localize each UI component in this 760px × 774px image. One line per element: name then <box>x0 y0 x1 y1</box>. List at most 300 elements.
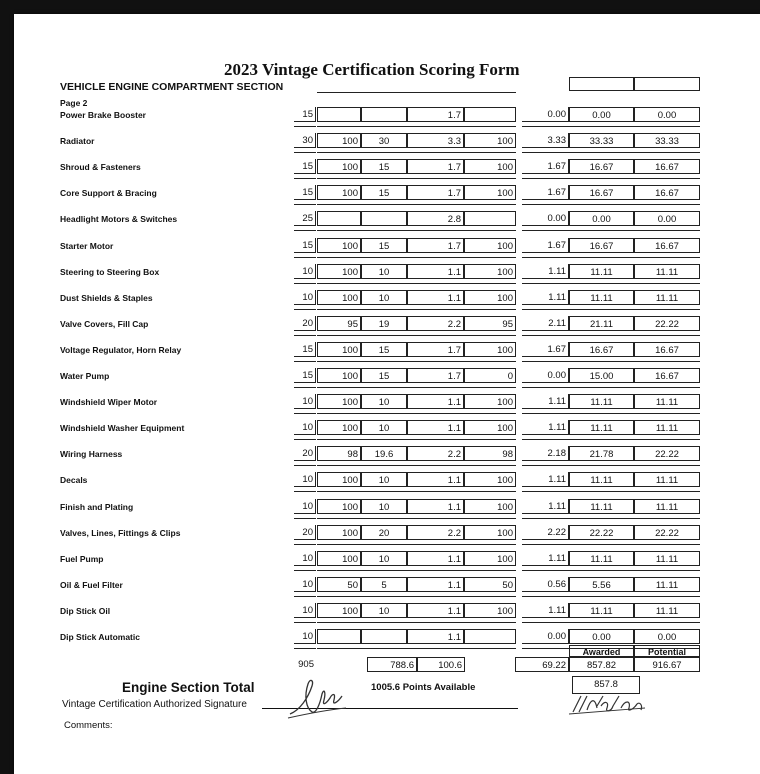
cell-potential: 11.11 <box>634 290 700 305</box>
total-score: 788.6 <box>367 657 417 672</box>
row-separator <box>294 152 316 153</box>
cell-score: 10 <box>361 420 407 435</box>
row-label: Wiring Harness <box>60 449 123 459</box>
cell-potential: 0.00 <box>634 107 700 122</box>
cell-awarded: 16.67 <box>569 159 634 174</box>
row-separator <box>464 178 516 179</box>
row-separator <box>317 126 361 127</box>
row-separator <box>361 465 407 466</box>
row-label: Water Pump <box>60 371 110 381</box>
cell-pct: 100 <box>317 133 361 148</box>
cell-weight: 1.1 <box>407 577 464 592</box>
row-separator <box>569 491 634 492</box>
cell-pct: 100 <box>317 420 361 435</box>
cell-value: 1.11 <box>522 420 569 435</box>
cell-weight: 1.1 <box>407 290 464 305</box>
cell-pct2: 95 <box>464 316 516 331</box>
cell-pct: 100 <box>317 394 361 409</box>
cell-potential: 22.22 <box>634 446 700 461</box>
cell-potential: 11.11 <box>634 551 700 566</box>
row-label: Starter Motor <box>60 241 114 251</box>
scoring-form-page <box>14 14 760 774</box>
row-separator <box>407 152 464 153</box>
cell-score: 10 <box>361 499 407 514</box>
cell-weight: 1.7 <box>407 107 464 122</box>
signature-label: Vintage Certification Authorized Signature <box>62 699 247 710</box>
cell-max: 10 <box>294 472 316 487</box>
row-separator <box>317 413 361 414</box>
cell-value: 1.11 <box>522 394 569 409</box>
row-label: Dust Shields & Staples <box>60 293 153 303</box>
cell-weight: 2.2 <box>407 525 464 540</box>
row-separator <box>407 126 464 127</box>
cell-weight: 2.8 <box>407 211 464 226</box>
row-separator <box>522 361 569 362</box>
row-separator <box>464 204 516 205</box>
row-separator <box>634 491 700 492</box>
total-max: 905 <box>298 659 314 670</box>
row-label: Fuel Pump <box>60 554 104 564</box>
row-separator <box>522 622 569 623</box>
row-separator <box>407 648 464 649</box>
row-separator <box>294 283 316 284</box>
row-separator <box>407 439 464 440</box>
row-separator <box>361 283 407 284</box>
row-separator <box>634 283 700 284</box>
row-label: Headlight Motors & Switches <box>60 214 178 224</box>
row-separator <box>569 126 634 127</box>
cell-max: 10 <box>294 264 316 279</box>
row-separator <box>361 570 407 571</box>
row-separator <box>522 413 569 414</box>
row-separator <box>634 465 700 466</box>
cell-value: 2.22 <box>522 525 569 540</box>
row-separator <box>294 596 316 597</box>
section-total-score-box: 857.8 <box>572 676 640 694</box>
row-separator <box>522 257 569 258</box>
cell-pct2: 0 <box>464 368 516 383</box>
cell-awarded: 16.67 <box>569 342 634 357</box>
cell-score: 10 <box>361 394 407 409</box>
cell-awarded: 21.78 <box>569 446 634 461</box>
row-separator <box>569 622 634 623</box>
row-separator <box>634 178 700 179</box>
cell-potential: 11.11 <box>634 499 700 514</box>
row-separator <box>464 465 516 466</box>
row-separator <box>407 544 464 545</box>
cell-awarded: 16.67 <box>569 238 634 253</box>
cell-awarded: 0.00 <box>569 211 634 226</box>
row-separator <box>464 387 516 388</box>
cell-pct2: 100 <box>464 472 516 487</box>
cell-score <box>361 211 407 226</box>
cell-pct2: 100 <box>464 159 516 174</box>
row-separator <box>634 518 700 519</box>
header-strip-line <box>317 92 361 93</box>
row-label: Valve Covers, Fill Cap <box>60 319 149 329</box>
row-separator <box>634 204 700 205</box>
cell-pct: 100 <box>317 525 361 540</box>
cell-pct: 100 <box>317 472 361 487</box>
cell-pct2: 100 <box>464 185 516 200</box>
cell-max: 10 <box>294 420 316 435</box>
cell-potential: 22.22 <box>634 316 700 331</box>
row-separator <box>569 335 634 336</box>
row-separator <box>361 204 407 205</box>
cell-value: 0.00 <box>522 629 569 644</box>
row-separator <box>464 439 516 440</box>
cell-awarded: 5.56 <box>569 577 634 592</box>
cell-score: 5 <box>361 577 407 592</box>
row-separator <box>569 204 634 205</box>
row-separator <box>569 439 634 440</box>
cell-score: 15 <box>361 238 407 253</box>
cell-pct: 100 <box>317 551 361 566</box>
cell-pct2: 100 <box>464 290 516 305</box>
row-separator <box>294 518 316 519</box>
cell-score: 15 <box>361 368 407 383</box>
cell-pct: 50 <box>317 577 361 592</box>
row-separator <box>294 387 316 388</box>
cell-awarded: 15.00 <box>569 368 634 383</box>
cell-value: 1.11 <box>522 499 569 514</box>
cell-potential: 0.00 <box>634 211 700 226</box>
row-separator <box>464 335 516 336</box>
form-title: 2023 Vintage Certification Scoring Form <box>224 60 520 79</box>
cell-max: 20 <box>294 525 316 540</box>
row-separator <box>522 648 569 649</box>
cell-weight: 1.7 <box>407 342 464 357</box>
row-separator <box>464 596 516 597</box>
cell-weight: 2.2 <box>407 446 464 461</box>
cell-weight: 1.1 <box>407 472 464 487</box>
row-separator <box>569 465 634 466</box>
cell-pct2 <box>464 211 516 226</box>
row-separator <box>569 230 634 231</box>
cell-pct2: 100 <box>464 525 516 540</box>
cell-pct: 95 <box>317 316 361 331</box>
cell-potential: 11.11 <box>634 577 700 592</box>
handwritten-date <box>567 694 647 716</box>
cell-weight: 1.1 <box>407 551 464 566</box>
row-separator <box>361 152 407 153</box>
row-separator <box>361 413 407 414</box>
row-separator <box>634 439 700 440</box>
cell-pct2: 100 <box>464 133 516 148</box>
cell-value: 1.67 <box>522 342 569 357</box>
row-separator <box>522 204 569 205</box>
cell-max: 10 <box>294 629 316 644</box>
cell-awarded: 0.00 <box>569 629 634 644</box>
cell-value: 1.11 <box>522 264 569 279</box>
cell-max: 10 <box>294 290 316 305</box>
engine-section-total-label: Engine Section Total <box>122 680 255 695</box>
row-separator <box>294 413 316 414</box>
row-separator <box>317 335 361 336</box>
row-separator <box>361 230 407 231</box>
row-separator <box>634 126 700 127</box>
row-separator <box>569 257 634 258</box>
cell-value: 1.11 <box>522 551 569 566</box>
cell-score: 30 <box>361 133 407 148</box>
row-separator <box>522 178 569 179</box>
row-separator <box>464 491 516 492</box>
row-separator <box>522 283 569 284</box>
row-label: Oil & Fuel Filter <box>60 580 123 590</box>
cell-score: 19.6 <box>361 446 407 461</box>
row-separator <box>317 257 361 258</box>
cell-max: 20 <box>294 316 316 331</box>
cell-weight: 1.7 <box>407 185 464 200</box>
row-separator <box>464 309 516 310</box>
cell-awarded: 11.11 <box>569 290 634 305</box>
row-separator <box>522 439 569 440</box>
cell-potential: 0.00 <box>634 629 700 644</box>
comments-label: Comments: <box>64 720 113 731</box>
row-separator <box>294 230 316 231</box>
cell-pct: 100 <box>317 342 361 357</box>
cell-awarded: 21.11 <box>569 316 634 331</box>
row-separator <box>317 439 361 440</box>
cell-awarded: 16.67 <box>569 185 634 200</box>
cell-weight: 1.1 <box>407 420 464 435</box>
row-label: Decals <box>60 475 88 485</box>
total-value: 69.22 <box>515 657 569 672</box>
row-separator <box>522 230 569 231</box>
cell-score: 19 <box>361 316 407 331</box>
row-separator <box>464 413 516 414</box>
section-header: VEHICLE ENGINE COMPARTMENT SECTION <box>60 81 284 93</box>
row-separator <box>294 335 316 336</box>
row-separator <box>522 596 569 597</box>
row-separator <box>294 570 316 571</box>
cell-value: 1.67 <box>522 185 569 200</box>
cell-max: 10 <box>294 577 316 592</box>
row-separator <box>569 283 634 284</box>
row-separator <box>634 335 700 336</box>
cell-awarded: 0.00 <box>569 107 634 122</box>
cell-max: 10 <box>294 551 316 566</box>
cell-potential: 11.11 <box>634 603 700 618</box>
cell-score: 10 <box>361 472 407 487</box>
cell-weight: 3.3 <box>407 133 464 148</box>
cell-pct: 100 <box>317 238 361 253</box>
row-separator <box>569 387 634 388</box>
row-separator <box>317 465 361 466</box>
row-separator <box>407 283 464 284</box>
row-separator <box>361 596 407 597</box>
cell-awarded: 11.11 <box>569 420 634 435</box>
cell-max: 15 <box>294 342 316 357</box>
row-separator <box>317 648 361 649</box>
cell-potential: 11.11 <box>634 420 700 435</box>
cell-value: 0.00 <box>522 107 569 122</box>
row-separator <box>634 596 700 597</box>
cell-pct <box>317 211 361 226</box>
row-separator <box>361 361 407 362</box>
row-separator <box>634 309 700 310</box>
row-separator <box>407 230 464 231</box>
cell-awarded: 11.11 <box>569 551 634 566</box>
row-separator <box>317 491 361 492</box>
row-separator <box>464 257 516 258</box>
cell-max: 10 <box>294 499 316 514</box>
cell-pct2: 100 <box>464 499 516 514</box>
cell-pct2: 50 <box>464 577 516 592</box>
cell-pct: 100 <box>317 159 361 174</box>
cell-pct2 <box>464 629 516 644</box>
cell-potential: 16.67 <box>634 238 700 253</box>
cell-value: 1.67 <box>522 159 569 174</box>
row-separator <box>634 152 700 153</box>
row-separator <box>361 387 407 388</box>
row-separator <box>407 257 464 258</box>
cell-awarded: 11.11 <box>569 603 634 618</box>
cell-weight: 2.2 <box>407 316 464 331</box>
row-separator <box>361 257 407 258</box>
row-separator <box>361 518 407 519</box>
row-separator <box>569 544 634 545</box>
row-label: Dip Stick Oil <box>60 606 111 616</box>
row-separator <box>407 518 464 519</box>
row-label: Finish and Plating <box>60 502 134 512</box>
row-separator <box>634 230 700 231</box>
cell-value: 1.11 <box>522 290 569 305</box>
row-separator <box>407 335 464 336</box>
row-separator <box>522 335 569 336</box>
row-separator <box>317 361 361 362</box>
row-separator <box>569 152 634 153</box>
row-separator <box>361 622 407 623</box>
row-separator <box>634 544 700 545</box>
cell-awarded: 22.22 <box>569 525 634 540</box>
cell-weight: 1.7 <box>407 368 464 383</box>
row-separator <box>407 387 464 388</box>
row-separator <box>464 544 516 545</box>
cell-potential: 22.22 <box>634 525 700 540</box>
cell-awarded: 11.11 <box>569 472 634 487</box>
row-separator <box>294 361 316 362</box>
row-separator <box>317 518 361 519</box>
cell-score: 10 <box>361 603 407 618</box>
row-separator <box>317 544 361 545</box>
cell-pct: 100 <box>317 368 361 383</box>
cell-value: 1.11 <box>522 472 569 487</box>
cell-score: 15 <box>361 185 407 200</box>
cell-weight: 1.7 <box>407 238 464 253</box>
cell-max: 25 <box>294 211 316 226</box>
cell-awarded: 33.33 <box>569 133 634 148</box>
header-strip-line <box>464 92 516 93</box>
row-separator <box>361 126 407 127</box>
cell-pct2: 100 <box>464 394 516 409</box>
row-separator <box>464 230 516 231</box>
row-separator <box>407 570 464 571</box>
cell-max: 20 <box>294 446 316 461</box>
row-label: Power Brake Booster <box>60 110 146 120</box>
cell-weight: 1.1 <box>407 394 464 409</box>
cell-pct <box>317 629 361 644</box>
row-separator <box>361 491 407 492</box>
row-separator <box>407 178 464 179</box>
cell-pct: 100 <box>317 290 361 305</box>
row-separator <box>464 152 516 153</box>
row-separator <box>464 648 516 649</box>
row-separator <box>634 622 700 623</box>
cell-max: 30 <box>294 133 316 148</box>
cell-pct: 98 <box>317 446 361 461</box>
cell-pct2: 100 <box>464 342 516 357</box>
cell-score: 15 <box>361 342 407 357</box>
row-separator <box>522 491 569 492</box>
cell-value: 0.56 <box>522 577 569 592</box>
row-separator <box>294 622 316 623</box>
row-separator <box>361 178 407 179</box>
page-number: Page 2 <box>60 98 88 108</box>
cell-awarded: 11.11 <box>569 394 634 409</box>
cell-score: 10 <box>361 264 407 279</box>
row-separator <box>569 361 634 362</box>
points-available: 1005.6 Points Available <box>371 682 476 693</box>
cell-value: 3.33 <box>522 133 569 148</box>
row-separator <box>407 491 464 492</box>
cell-max: 15 <box>294 185 316 200</box>
column-header-awarded: Awarded <box>569 645 634 657</box>
row-separator <box>407 361 464 362</box>
row-label: Windshield Wiper Motor <box>60 397 158 407</box>
row-label: Windshield Washer Equipment <box>60 423 185 433</box>
row-separator <box>361 439 407 440</box>
cell-pct2: 100 <box>464 420 516 435</box>
cell-potential: 11.11 <box>634 394 700 409</box>
row-separator <box>522 465 569 466</box>
header-strip-box <box>569 77 634 91</box>
row-separator <box>569 518 634 519</box>
row-separator <box>294 491 316 492</box>
cell-score: 10 <box>361 290 407 305</box>
cell-weight: 1.7 <box>407 159 464 174</box>
cell-max: 10 <box>294 603 316 618</box>
row-label: Voltage Regulator, Horn Relay <box>60 345 182 355</box>
cell-potential: 33.33 <box>634 133 700 148</box>
row-separator <box>569 309 634 310</box>
row-separator <box>634 387 700 388</box>
handwritten-signature <box>286 674 350 720</box>
row-label: Valves, Lines, Fittings & Clips <box>60 528 181 538</box>
row-separator <box>361 648 407 649</box>
row-separator <box>317 152 361 153</box>
cell-score <box>361 107 407 122</box>
cell-pct2: 100 <box>464 238 516 253</box>
row-separator <box>317 204 361 205</box>
row-separator <box>634 413 700 414</box>
row-separator <box>522 126 569 127</box>
row-separator <box>522 152 569 153</box>
row-separator <box>317 387 361 388</box>
row-separator <box>294 439 316 440</box>
row-separator <box>294 257 316 258</box>
cell-pct: 100 <box>317 499 361 514</box>
cell-pct: 100 <box>317 603 361 618</box>
row-label: Core Support & Bracing <box>60 188 157 198</box>
header-strip-line <box>361 92 407 93</box>
row-separator <box>294 648 316 649</box>
row-separator <box>522 544 569 545</box>
cell-value: 2.18 <box>522 446 569 461</box>
cell-score: 10 <box>361 551 407 566</box>
cell-potential: 16.67 <box>634 368 700 383</box>
row-separator <box>407 413 464 414</box>
